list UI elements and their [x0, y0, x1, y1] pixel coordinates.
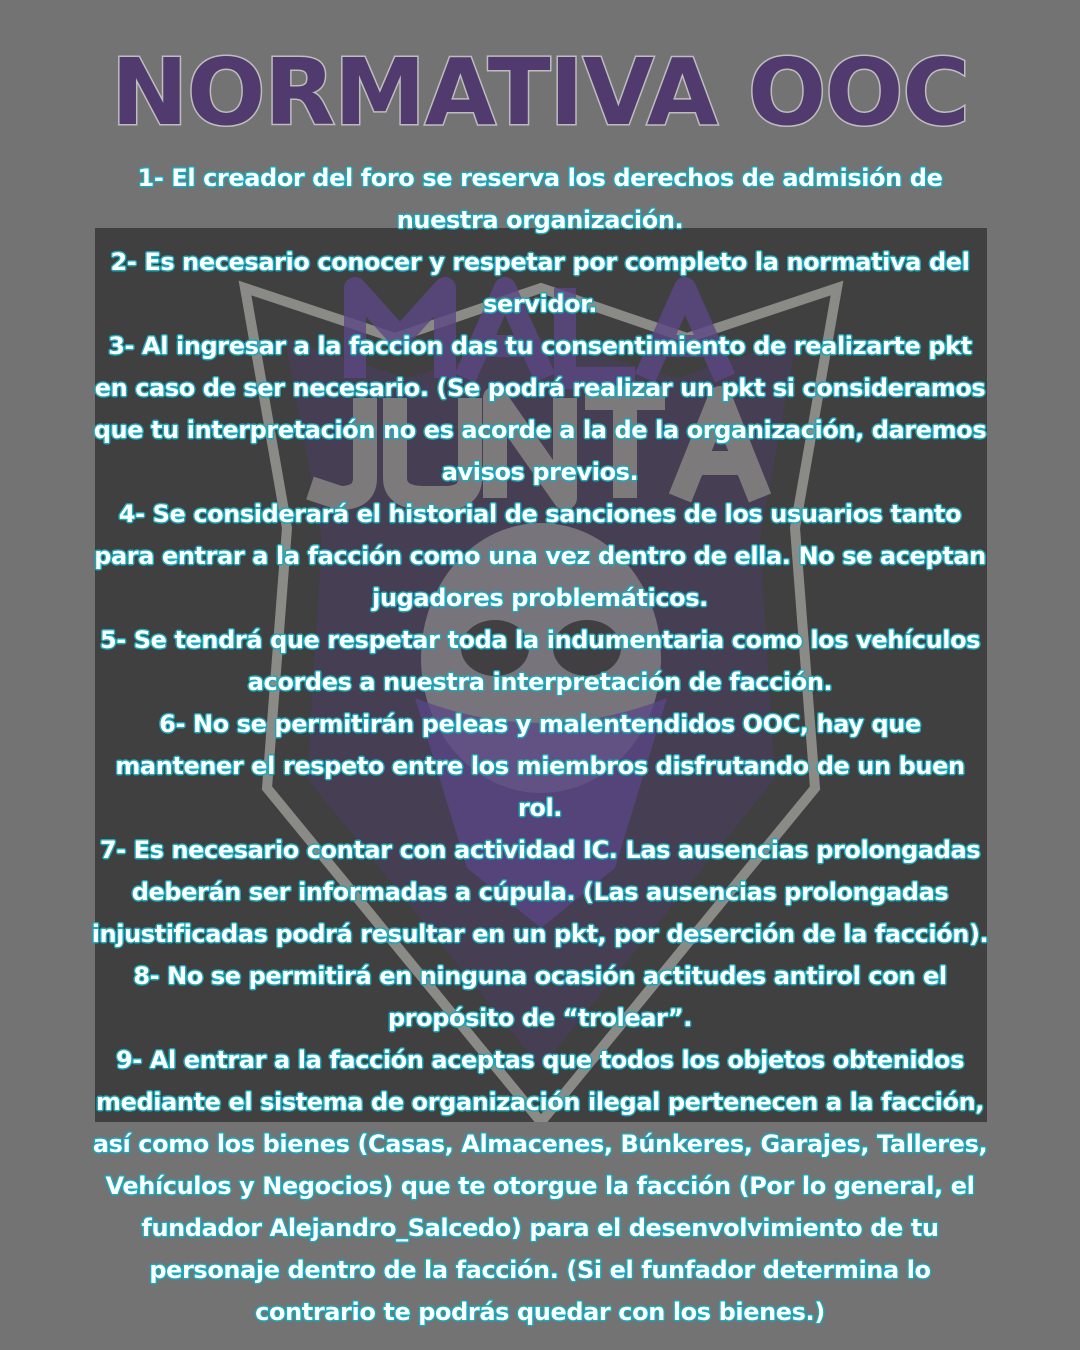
rule-line: Vehículos y Negocios) que te otorgue la facción (Por lo general, el: [105, 1172, 975, 1200]
rule-line: nuestra organización.: [396, 206, 684, 234]
rule-line: personaje dentro de la facción. (Si el funfador determina lo: [149, 1256, 931, 1284]
rule-line: jugadores problemáticos.: [372, 584, 708, 612]
rule-line: para entrar a la facción como una vez dentro de ella. No se aceptan: [94, 542, 986, 570]
rule-8: [0, 955, 1080, 1039]
rule-line: acordes a nuestra interpretación de facción.: [247, 668, 833, 696]
rule-line: avisos previos.: [441, 458, 639, 486]
rule-line: injustificadas podrá resultar en un pkt, por deserción de la facción).: [91, 920, 989, 948]
rule-9: [0, 1039, 1080, 1333]
rule-line: 9- Al entrar a la facción aceptas que todos los objetos obtenidos: [116, 1046, 964, 1074]
rule-4: [0, 493, 1080, 619]
rule-5: [0, 619, 1080, 703]
rule-line: 4- Se considerará el historial de sanciones de los usuarios tanto: [118, 500, 962, 528]
rule-line: deberán ser informadas a cúpula. (Las ausencias prolongadas: [131, 878, 949, 906]
rule-line: propósito de “trolear”.: [387, 1004, 693, 1032]
rule-6: [0, 703, 1080, 829]
rule-line: 6- No se permitirán peleas y malentendidos OOC, hay que: [159, 710, 921, 738]
rule-line: 7- Es necesario contar con actividad IC. Las ausencias prolongadas: [99, 836, 981, 864]
rule-line: mantener el respeto entre los miembros disfrutando de un buen: [115, 752, 965, 780]
rule-line: 3- Al ingresar a la faccion das tu consentimiento de realizarte pkt: [108, 332, 972, 360]
rule-line: en caso de ser necesario. (Se podrá realizar un pkt si consideramos: [94, 374, 986, 402]
rule-line: así como los bienes (Casas, Almacenes, Búnkeres, Garajes, Talleres,: [92, 1130, 988, 1158]
page-title: NORMATIVA OOC: [111, 39, 969, 146]
rule-line: 2- Es necesario conocer y respetar por completo la normativa del: [110, 248, 970, 276]
rule-line: contrario te podrás quedar con los bienes.): [255, 1298, 825, 1326]
rule-7: [0, 829, 1080, 955]
rules-list: [0, 157, 1080, 1333]
rule-line: servidor.: [483, 290, 597, 318]
rule-line: que tu interpretación no es acorde a la de la organización, daremos: [93, 416, 987, 444]
rule-1: [0, 157, 1080, 241]
rule-line: 8- No se permitirá en ninguna ocasión actitudes antirol con el: [133, 962, 947, 990]
rule-line: fundador Alejandro_Salcedo) para el desenvolvimiento de tu: [141, 1214, 939, 1242]
rule-line: mediante el sistema de organización ilegal pertenecen a la facción,: [96, 1088, 984, 1116]
rule-line: 1- El creador del foro se reserva los derechos de admisión de: [137, 164, 943, 192]
rule-line: rol.: [517, 794, 563, 822]
rule-2: [0, 241, 1080, 325]
rule-line: 5- Se tendrá que respetar toda la indumentaria como los vehículos: [99, 626, 981, 654]
rule-3: [0, 325, 1080, 493]
